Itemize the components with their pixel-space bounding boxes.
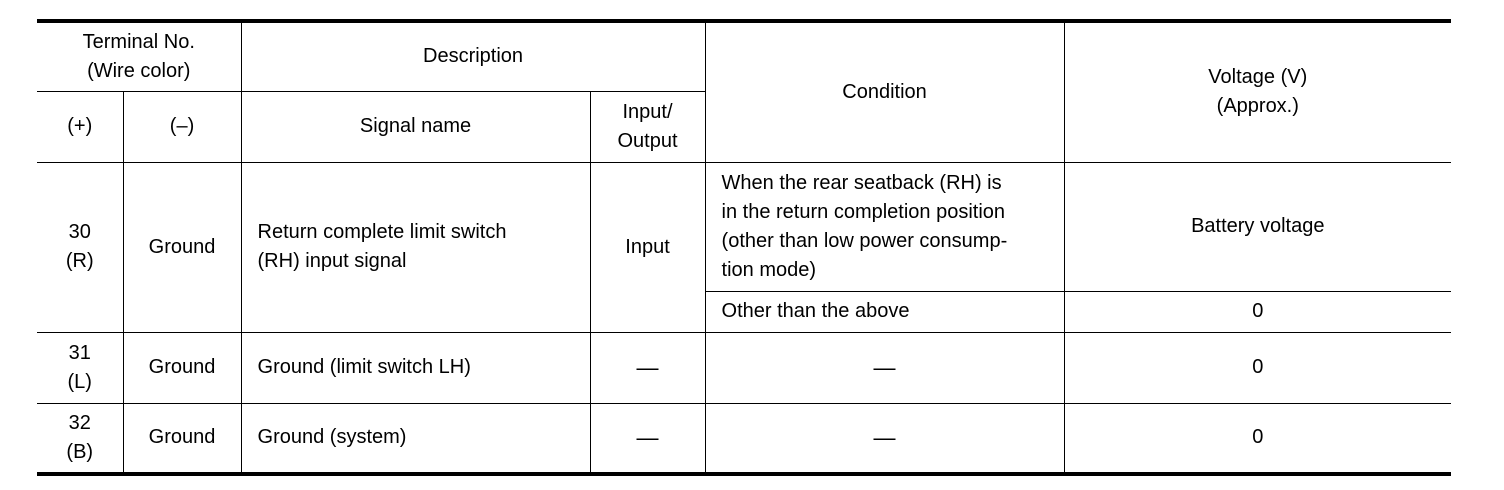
condition-cell: — xyxy=(705,403,1064,474)
terminal-minus: Ground xyxy=(123,332,241,403)
terminal-minus: Ground xyxy=(123,403,241,474)
header-plus: (+) xyxy=(37,91,123,162)
header-signal-name: Signal name xyxy=(241,91,590,162)
terminal-minus: Ground xyxy=(123,162,241,332)
condition-cell: Other than the above xyxy=(705,291,1064,332)
condition-cell: When the rear seatback (RH) is in the return completion position (other than low power consump- tion mode) xyxy=(705,162,1064,291)
terminal-spec-table xyxy=(37,19,1451,476)
signal-name: Ground (limit switch LH) xyxy=(241,332,590,403)
table-row xyxy=(37,162,1451,291)
header-input-output: Input/ Output xyxy=(590,91,705,162)
terminal-plus: 31 (L) xyxy=(37,332,123,403)
signal-name: Ground (system) xyxy=(241,403,590,474)
header-minus: (–) xyxy=(123,91,241,162)
voltage-cell: 0 xyxy=(1064,291,1451,332)
terminal-plus: 32 (B) xyxy=(37,403,123,474)
table-row xyxy=(37,332,1451,403)
input-output: — xyxy=(590,403,705,474)
condition-cell: — xyxy=(705,332,1064,403)
voltage-cell: 0 xyxy=(1064,332,1451,403)
header-voltage: Voltage (V) (Approx.) xyxy=(1064,21,1451,162)
header-condition: Condition xyxy=(705,21,1064,162)
table-row xyxy=(37,403,1451,474)
header-terminal-no: Terminal No. (Wire color) xyxy=(37,21,241,91)
input-output: — xyxy=(590,332,705,403)
terminal-plus: 30 (R) xyxy=(37,162,123,332)
header-row-1 xyxy=(37,21,1451,91)
voltage-cell: Battery voltage xyxy=(1064,162,1451,291)
header-description: Description xyxy=(241,21,705,91)
input-output: Input xyxy=(590,162,705,332)
signal-name: Return complete limit switch (RH) input signal xyxy=(241,162,590,332)
voltage-cell: 0 xyxy=(1064,403,1451,474)
